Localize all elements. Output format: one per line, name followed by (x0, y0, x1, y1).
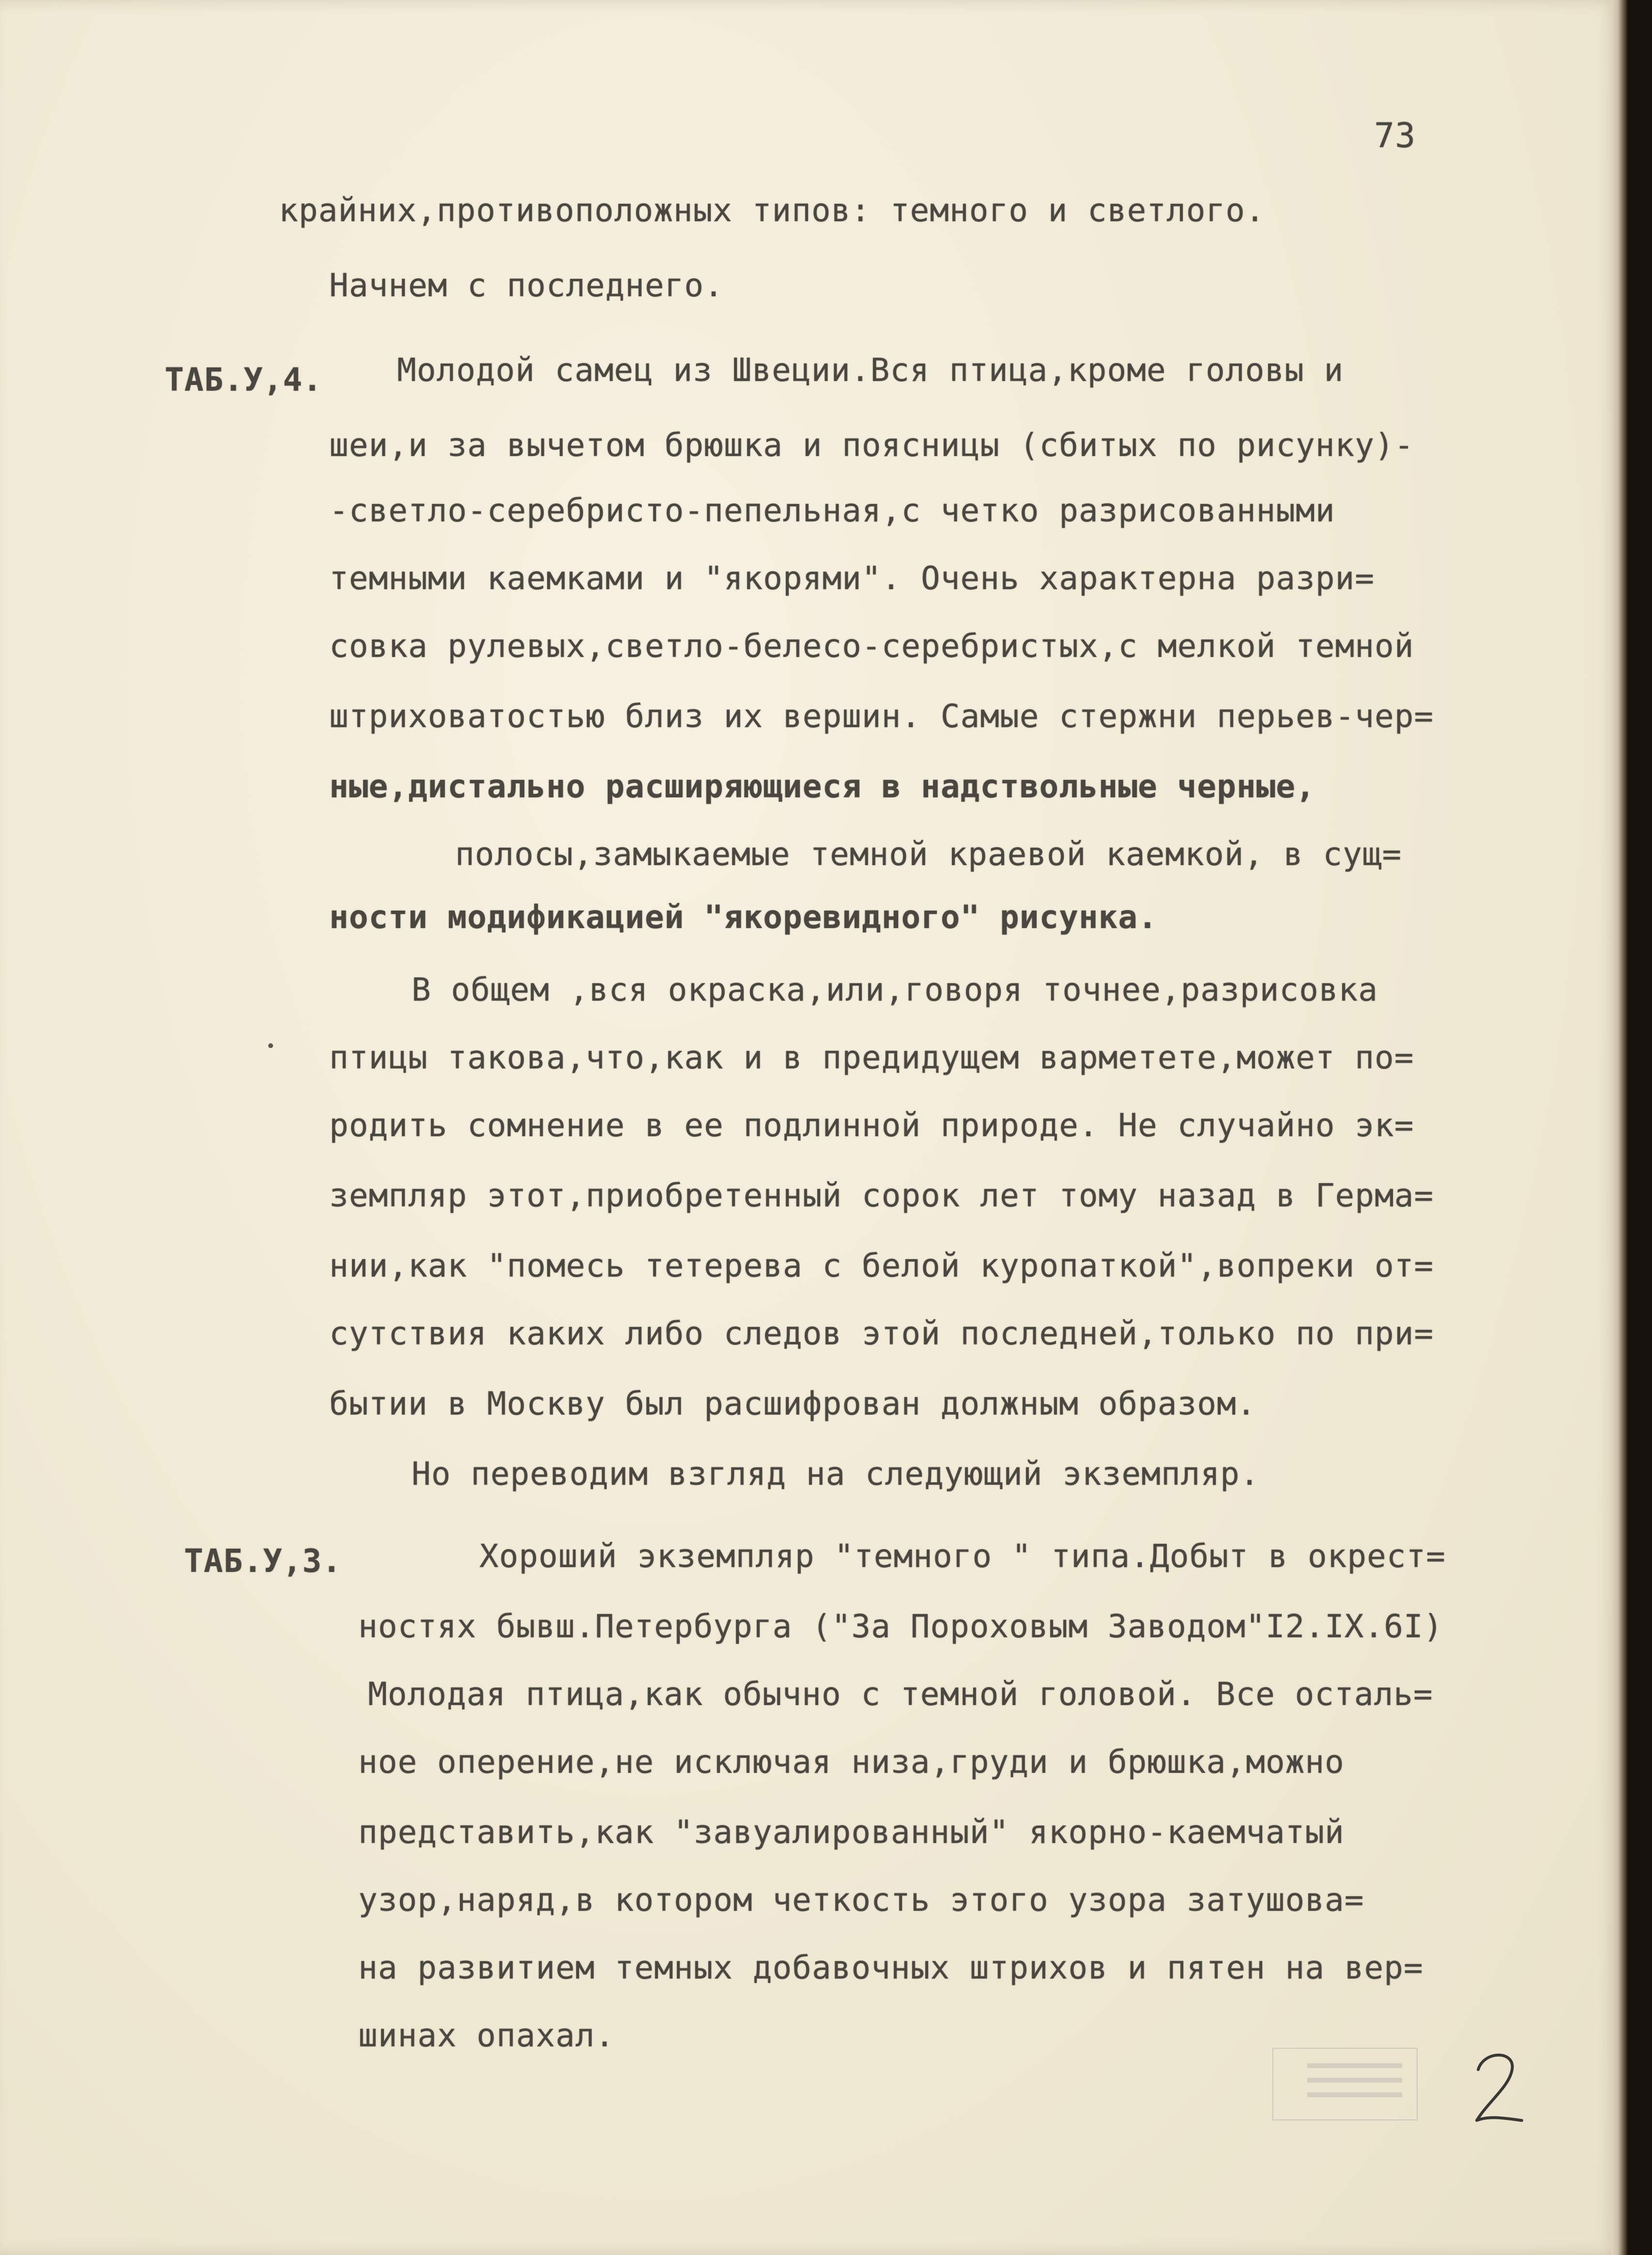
text-line-21: ностях бывш.Петербурга ("За Пороховым Заводом"I2.IX.6I) (358, 1608, 1443, 1645)
table-label-4: ТАБ.У,4. (165, 361, 322, 398)
text-line-15: земпляр этот,приобретенный сорок лет тому назад в Герма= (329, 1177, 1434, 1214)
text-line-18: бытии в Москву был расшифрован должным образом. (329, 1385, 1256, 1422)
text-line-14: родить сомнение в ее подлинной природе. Не случайно эк= (329, 1107, 1414, 1144)
text-line-6: темными каемками и "якорями". Очень характерна разри= (329, 560, 1375, 597)
text-line-2: Начнем с последнего. (329, 267, 724, 304)
handwritten-signature (1469, 2048, 1528, 2130)
text-line-19: Но переводим взгляд на следующий экземпляр. (412, 1455, 1260, 1493)
text-line-8: штриховатостью близ их вершин. Самые стержни перьев-чер= (329, 698, 1434, 735)
text-line-25: узор,наряд,в котором четкость этого узора затушова= (358, 1881, 1364, 1919)
table-label-3: ТАБ.У,3. (184, 1542, 342, 1580)
margin-dot (268, 1043, 273, 1048)
text-line-10: полосы,замыкаемые темной краевой каемкой, в сущ= (455, 836, 1402, 873)
text-line-1: крайних,противоположных типов: темного и светлого. (279, 192, 1265, 229)
text-line-26: на развитием темных добавочных штрихов и пятен на вер= (358, 1949, 1423, 1986)
text-line-7: совка рулевых,светло-белесо-серебристых,с мелкой темной (329, 627, 1414, 665)
text-line-12: В общем ,вся окраска,или,говоря точнее,разрисовка (412, 971, 1378, 1008)
page-number: 73 (1374, 116, 1416, 155)
text-line-27: шинах опахал. (358, 2017, 615, 2054)
text-line-22: Молодая птица,как обычно с темной головой. Все осталь= (368, 1676, 1433, 1713)
text-line-20: Хороший экземпляр "темного " типа.Добыт в окрест= (479, 1538, 1446, 1575)
text-line-13: птицы такова,что,как и в предидущем варметете,может по= (329, 1039, 1414, 1076)
text-line-5: -светло-серебристо-пепельная,с четко разрисованными (329, 492, 1335, 529)
text-line-4: шеи,и за вычетом брюшка и поясницы (сбитых по рисунку)- (329, 427, 1414, 464)
text-line-16: нии,как "помесь тетерева с белой куропаткой",вопреки от= (329, 1247, 1434, 1284)
text-line-23: ное оперение,не исключая низа,груди и брюшка,можно (358, 1743, 1345, 1781)
faint-stamp (1272, 2048, 1418, 2120)
text-line-3: Молодой самец из Швеции.Вся птица,кроме головы и (397, 351, 1344, 389)
page-edge (1611, 0, 1628, 2255)
text-line-11: ности модификацией "якоревидного" рисунка. (329, 899, 1158, 936)
text-line-17: сутствия каких либо следов этой последней,только по при= (329, 1315, 1434, 1352)
text-line-9: ные,дистально расширяющиеся в надствольные черные, (329, 768, 1315, 805)
text-line-24: представить,как "завуалированный" якорно-каемчатый (358, 1813, 1345, 1851)
